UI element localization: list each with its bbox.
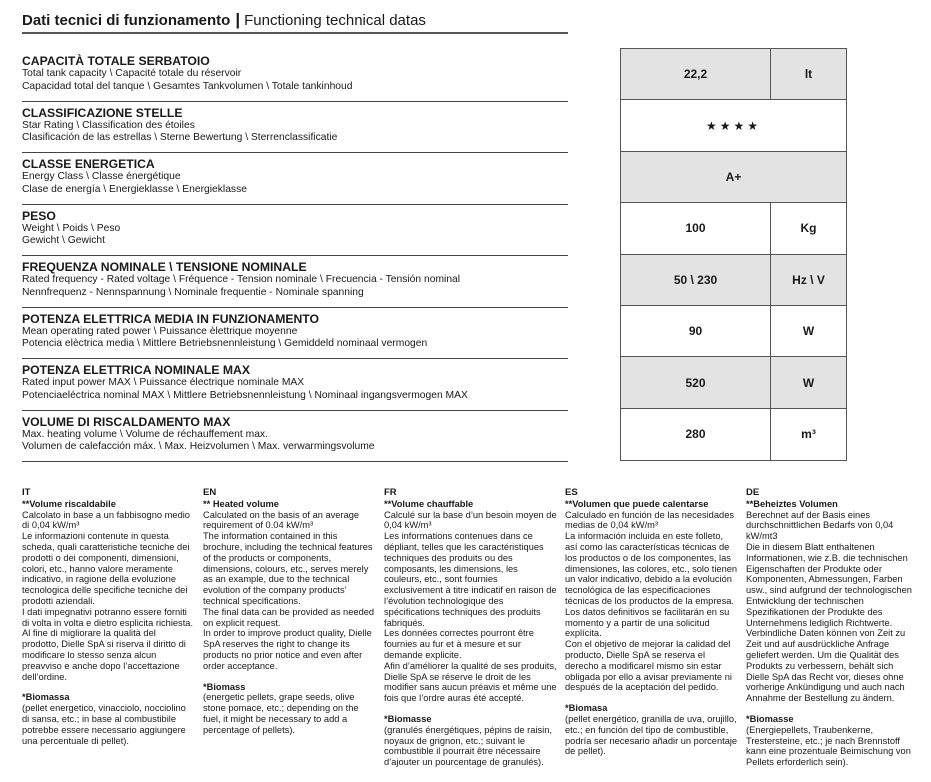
biomass-text: (pellet energético, granilla de uva, orujillo, etc.; en función del tipo de combustible, podría ser necesario añadir un porcentaje de pellet). xyxy=(565,713,738,757)
biomass-title: *Biomass xyxy=(203,681,246,692)
spec-label: CAPACITÀ TOTALE SERBATOIO xyxy=(22,54,210,68)
note-column-es xyxy=(565,488,746,780)
spec-row-frequency-voltage xyxy=(22,256,568,308)
spec-row-mean-power xyxy=(22,308,568,360)
spec-value: A+ xyxy=(725,169,742,184)
value-row-star-rating xyxy=(621,100,846,151)
spec-translation: Clasificación de las estrellas \ Sterne Bewertung \ Sterrenclassificatie xyxy=(22,132,338,144)
biomass-text: (pellet energetico, vinacciolo, nocciolino di sansa, etc.; in base al combustibile potrebbe essere necessario aggiungere una percentuale di pellet). xyxy=(22,703,186,746)
spec-value: 22,2 xyxy=(621,49,771,99)
spec-label: POTENZA ELETTRICA MEDIA IN FUNZIONAMENTO xyxy=(22,311,320,326)
biomass-title: *Biomassa xyxy=(22,692,70,703)
spec-translation: Mean operating rated power \ Puissance èlettrique moyenne xyxy=(22,325,298,337)
spec-unit: Kg xyxy=(800,221,817,236)
spec-translation: Capacidad total del tanque \ Gesamtes Tankvolumen \ Totale tankinhoud xyxy=(22,80,353,92)
header-title-en: Functioning technical datas xyxy=(244,11,426,29)
spec-label: PESO xyxy=(22,208,56,223)
spec-translation: Clase de energía \ Energieklasse \ Energieklasse xyxy=(22,183,247,195)
spec-value: 90 xyxy=(621,306,771,356)
note-text: Berechnet auf der Basis eines durchschnittlichen Bedarfs von 0,04 kW/mt3 Die in diesem Blatt enthaltenen Informationen, wie z.B. die technischen Eigenschaften der Produkte oder Komponenten, Abmessungen, Farben usw., sind aufgrund der technologischen Entwicklung der technischen Spezifikationen der Produkte des Unternehmens lediglich Richtwerte. Verbindliche Daten können von Zeit zu Zeit und auf ausdrückliche Anfrage geliefert werden. Um die Qualität des Produkts zu verbessern, behält sich Dielle SpA das Recht vor, dieses ohne vorherige Ankündigung und auch nach Annahme der Bestellung zu ändern. xyxy=(746,509,912,704)
spec-unit: W xyxy=(802,324,815,339)
spec-value: 50 \ 230 xyxy=(621,255,771,305)
language-code: EN xyxy=(203,488,217,498)
spec-row-weight xyxy=(22,205,568,257)
language-code: IT xyxy=(22,488,31,498)
note-title: **Volumen que puede calentarse xyxy=(565,498,709,509)
spec-value: 520 xyxy=(621,357,771,407)
biomass-text: (energetic pellets, grape seeds, olive stone pomace, etc.; depending on the fuel, it might be necessary to add a percentage of pellets). xyxy=(203,692,359,735)
note-column-it xyxy=(22,488,203,780)
star-rating-icons: ★★★★ xyxy=(705,118,762,133)
spec-label: POTENZA ELETTRICA NOMINALE MAX xyxy=(22,363,250,377)
spec-unit: lt xyxy=(804,67,813,82)
spec-unit: W xyxy=(802,375,815,390)
language-code: DE xyxy=(746,488,760,498)
note-title: **Beheiztes Volumen xyxy=(746,498,838,509)
spec-unit: Hz \ V xyxy=(792,272,825,287)
biomass-title: *Biomasa xyxy=(565,703,608,714)
value-row-mean-power xyxy=(621,306,846,357)
note-text: Calculé sur la base d’un besoin moyen de 0,04 kW/m³ Les informations contenues dans ce dépliant, telles que les caractéristiques techniques des produits ou des composants, les dimensions, les couleurs, etc., sont fournies exclusivement à titre indicatif en raison de l’évolution technologique des spécifications techniques des produits fabriqués. Les données correctes pourront être fournies au fur et à mesure et sur demande explicite. Afin d’améliorer la qualité de ses produits, Dielle SpA se réserve le droit de les modifier sans aucun préavis et même une fois que l’ordre auras été accepté. xyxy=(384,509,557,704)
spec-row-max-power xyxy=(22,359,568,411)
spec-label: CLASSE ENERGETICA xyxy=(22,157,155,171)
spec-translation: Energy Class \ Classe énergétique xyxy=(22,171,181,182)
note-column-fr xyxy=(384,488,565,780)
spec-translation: Max. heating volume \ Volume de réchauffement max. xyxy=(22,428,268,440)
language-code: FR xyxy=(384,488,397,498)
biomass-text: (Energiepellets, Traubenkerne, Trestersteine, etc.; je nach Brennstoff kann eine prozentuale Beimischung von Pellets erforderlich sein). xyxy=(746,724,911,768)
spec-row-star-rating xyxy=(22,102,568,154)
note-title: **Volume riscaldabile xyxy=(22,498,116,509)
biomass-title: *Biomasse xyxy=(384,713,432,724)
spec-translation: Rated frequency - Rated voltage \ Fréquence - Tension nominale \ Frecuencia - Tensión nominal xyxy=(22,274,461,285)
biomass-text: (granulés énergétiques, pépins de raisin, noyaux de grignon, etc.; suivant le combustible il pourrait être nécessaire d’ajouter un pourcentage de granulés). xyxy=(384,724,552,768)
spec-translation: Star Rating \ Classification des étoiles xyxy=(22,119,195,131)
language-code: ES xyxy=(565,488,578,498)
spec-label: CLASSIFICAZIONE STELLE xyxy=(22,105,183,120)
note-column-en xyxy=(203,488,384,780)
spec-row-heating-volume xyxy=(22,411,568,463)
spec-unit: m³ xyxy=(801,427,816,442)
spec-value: 100 xyxy=(621,203,771,253)
value-row-energy-class xyxy=(621,152,846,203)
value-row-max-power xyxy=(621,357,846,408)
spec-row-energy-class xyxy=(22,153,568,205)
spec-translation: Volumen de calefacción máx. \ Max. Heizvolumen \ Max. verwarmingsvolume xyxy=(22,441,375,453)
spec-translation: Gewicht \ Gewicht xyxy=(22,235,105,247)
value-row-frequency-voltage xyxy=(621,255,846,306)
note-text: Calculated on the basis of an average requirement of 0.04 kW/m³ The information contained in this brochure, including the technical features of the products or components, dimensions, colours, etc., serves merely as an example, due to the technical evolution of the company products’ technical specifications. The final data can be provided as needed on explicit request. In order to improve product quality, Dielle SpA reserves the right to change its products no prior notice and even after order acceptance. xyxy=(203,509,375,671)
value-row-heating-volume xyxy=(621,409,846,460)
spec-value: 280 xyxy=(621,409,771,460)
spec-translation: Nennfrequenz - Nennspannung \ Nominale frequentie - Nominale spanning xyxy=(22,286,364,298)
spec-values-table xyxy=(620,48,847,461)
spec-translation: Total tank capacity \ Capacité totale du réservoir xyxy=(22,68,242,79)
footnotes xyxy=(22,488,927,780)
note-title: **Volume chauffable xyxy=(384,498,474,509)
value-row-tank-capacity xyxy=(621,49,846,100)
spec-translation: Potenciaeléctrica nominal MAX \ Mittlere Betriebsnennleistung \ Nominaal ingangsvermogen MAX xyxy=(22,389,468,401)
note-text: Calcolato in base a un fabbisogno medio di 0,04 kW/m³ Le informazioni contenute in questa scheda, quali caratteristiche tecniche dei prodotti o dei componenti, dimensioni, colori, etc., hanno valore meramente indicativo, in ragione della evoluzione tecnologica delle specifiche tecniche dei prodotti aziendali. I dati impegnativi potranno essere forniti di volta in volta e dietro esplicita richiesta. Al fine di migliorare la qualità del prodotto, Dielle SpA si riserva il diritto di modificare lo stesso senza alcun preavviso e anche dopo l’accettazione dell’ordine. xyxy=(22,509,194,682)
spec-labels xyxy=(22,50,568,462)
spec-label: FREQUENZA NOMINALE \ TENSIONE NOMINALE xyxy=(22,260,307,274)
section-header xyxy=(22,8,568,34)
spec-translation: Weight \ Poids \ Peso xyxy=(22,222,121,234)
biomass-title: *Biomasse xyxy=(746,713,794,724)
header-title-it: Dati tecnici di funzionamento xyxy=(22,11,231,29)
spec-row-tank-capacity xyxy=(22,50,568,102)
spec-label: VOLUME DI RISCALDAMENTO MAX xyxy=(22,414,231,429)
spec-translation: Rated input power MAX \ Puissance électrique nominale MAX xyxy=(22,377,305,388)
spec-translation: Potencia elèctrica media \ Mittlere Betriebsnennleistung \ Gemiddeld nominaal vermogen xyxy=(22,338,428,350)
note-text: Calculado en función de las necesidades medias de 0,04 kW/m³ La información incluida en este folleto, así como las características técnicas de los productos o de los componentes, las dimensiones, las colores, etc., solo tienen un valor indicativo, debido a la evolución tecnológica de las especificaciones técnicas de los productos de la empresa. Los datos definitivos se facilitarán en su momento y a partir de una solicitud explícita. Con el objetivo de mejorar la calidad del producto, Dielle SpA se reserva el derecho a modificarel mismo sin estar obligada por ello a avisar previamente ni después de la aceptación del pedido. xyxy=(565,509,738,693)
header-separator: | xyxy=(235,10,241,29)
note-column-de xyxy=(746,488,927,780)
note-title: ** Heated volume xyxy=(203,498,279,509)
value-row-weight xyxy=(621,203,846,254)
